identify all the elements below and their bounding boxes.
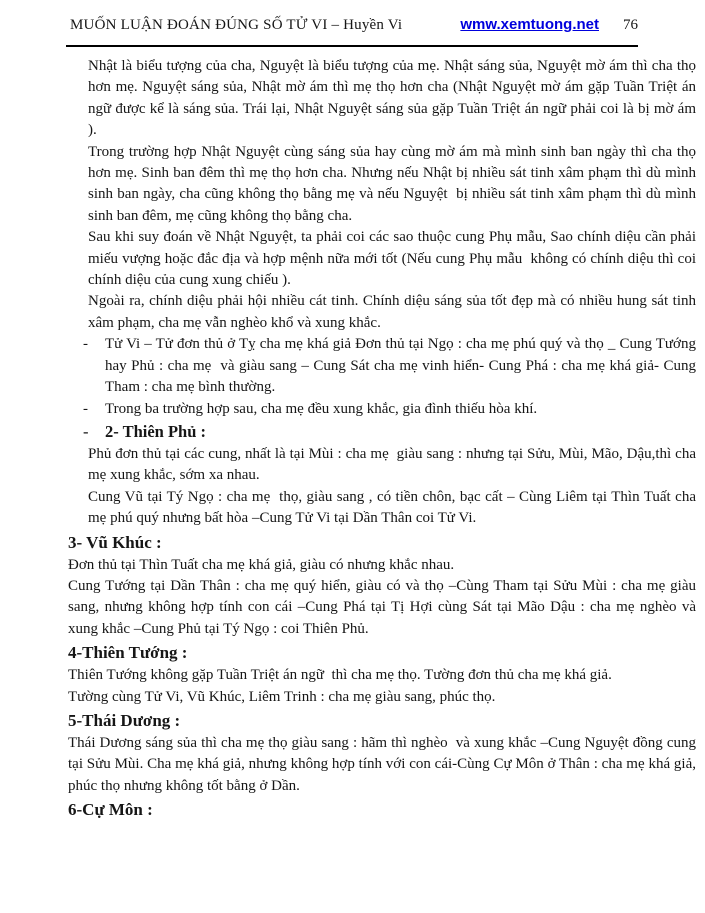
list-dash: - xyxy=(83,421,89,441)
paragraph: Thiên Tướng không gặp Tuần Triệt án ngữ thì cha mẹ thọ. Tường đơn thủ cha mẹ khá giả. xyxy=(68,667,612,684)
page-number: 76 xyxy=(623,17,638,33)
list-dash: - xyxy=(83,400,88,417)
section-heading: 5-Thái Dương : xyxy=(68,710,181,730)
section-heading-text: 2- Thiên Phủ : xyxy=(105,421,207,441)
section-heading: 6-Cự Môn : xyxy=(68,800,153,820)
page-header xyxy=(70,16,638,34)
document-content xyxy=(68,56,700,822)
paragraph: Trong trường hợp Nhật Nguyệt cùng sáng sủa hay cùng mờ ám mà mình sinh ban ngày thì cha thọ hơn mẹ. Sinh ban đêm thì mẹ thọ hơn cha. Nhưng nếu Nhật bị nhiều sát tinh xâm phạm thì dù mình sinh ban ngày, cha cũng không thọ bằng mẹ và nếu Nguyệt bị nhiều sát tinh xâm phạm thì dù mình sinh ban đêm, mẹ cũng không thọ bằng cha. xyxy=(88,143,700,224)
header-divider xyxy=(66,45,638,47)
section-heading: 4-Thiên Tướng : xyxy=(68,643,188,663)
list-item-text: Trong ba trường hợp sau, cha mẹ đều xung khắc, gia đình thiếu hòa khí. xyxy=(105,400,538,417)
paragraph: Cung Tướng tại Dần Thân : cha mẹ quý hiển, giàu có và thọ –Cùng Tham tại Sửu Mùi : cha mẹ giàu sang, nhưng không hợp tính con cái –Cung Phá tại Tị Hợi cùng Sát tại Mão Dậu : cha mẹ nghèo và xung khắc –Cung Phủ tại Tý Ngọ : coi Thiên Phủ. xyxy=(68,577,700,637)
list-item xyxy=(83,399,696,420)
paragraph: Đơn thủ tại Thìn Tuất cha mẹ khá giả, giàu có nhưng khắc nhau. xyxy=(68,556,455,573)
section-heading: 3- Vũ Khúc : xyxy=(68,532,162,552)
header-title: MUỐN LUẬN ĐOÁN ĐÚNG SỐ TỬ VI – Huyền Vi xyxy=(70,17,403,33)
list-item xyxy=(83,334,700,398)
paragraph: Nhật là biểu tượng của cha, Nguyệt là biểu tượng của mẹ. Nhật sáng sủa, Nguyệt mờ ám thì cha thọ hơn mẹ. Nguyệt sáng sủa, Nhật mờ ám thì mẹ thọ hơn cha (Nhật Nguyệt mờ ám gặp Tuần Triệt án ngữ được kể là sáng sủa. Trái lại, Nhật Nguyệt sáng sủa gặp Tuần Triệt án ngữ phải coi là bị mờ ám ). xyxy=(88,58,700,139)
list-item-text: Tử Vi – Tử đơn thủ ở Tỵ cha mẹ khá giả Đơn thủ tại Ngọ : cha mẹ phú quý và thọ _ Cung Tướng hay Phủ : cha mẹ và giàu sang – Cung Sát cha mẹ vinh hiển- Cung Phá : cha mẹ khá giả- Cung Tham : cha mẹ bình thường. xyxy=(105,336,700,396)
paragraph: Ngoài ra, chính diệu phải hội nhiều cát tinh. Chính diệu sáng sủa tốt đẹp mà có nhiều hung sát tinh xâm phạm, cha mẹ vẫn nghèo khổ và xung khắc. xyxy=(88,293,700,331)
paragraph: Sau khi suy đoán về Nhật Nguyệt, ta phải coi các sao thuộc cung Phụ mẫu, Sao chính diệu cần phải miếu vượng hoặc đắc địa và hợp mệnh nữa mới tốt (Nếu cung Phụ mẫu không có chính diệu thì coi chính diệu của cung xung chiếu ). xyxy=(88,229,700,289)
list-heading xyxy=(83,420,696,444)
website-link[interactable]: wmw.xemtuong.net xyxy=(460,16,599,33)
list-dash: - xyxy=(83,336,88,353)
paragraph: Thái Dương sáng sủa thì cha mẹ thọ giàu sang : hãm thì nghèo và xung khắc –Cung Nguyệt đồng cung tại Sửu Mùi. Cha mẹ khá giả, nhưng không hợp tính với con cái-Cùng Cự Môn ở Thân : cha mẹ khá giả, phúc thọ nhưng không tốt bằng ở Dần. xyxy=(68,734,700,794)
paragraph: Phủ đơn thủ tại các cung, nhất là tại Mùi : cha mẹ giàu sang : nhưng tại Sửu, Mùi, Mão, Dậu,thì cha mẹ xung khắc, sớm xa nhau. xyxy=(88,445,700,484)
paragraph: Tường cùng Tử Vi, Vũ Khúc, Liêm Trinh : cha mẹ giàu sang, phúc thọ. xyxy=(68,688,496,705)
paragraph: Cung Vũ tại Tý Ngọ : cha mẹ thọ, giàu sang , có tiền chôn, bạc cất – Cùng Liêm tại Thìn Tuất cha mẹ phú quý nhưng bất hòa –Cung Tử Vi tại Dần Thân coi Tử Vi. xyxy=(88,488,700,527)
